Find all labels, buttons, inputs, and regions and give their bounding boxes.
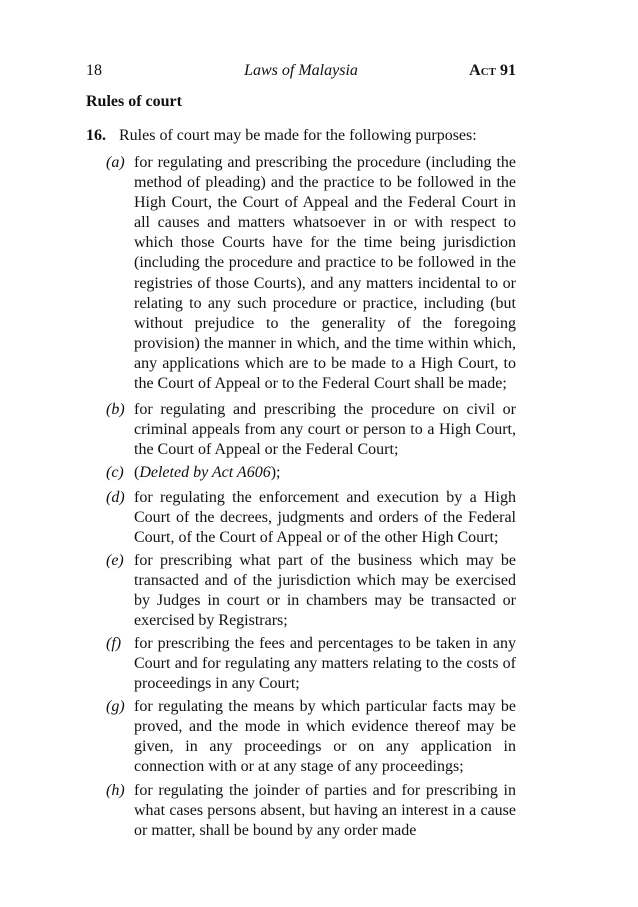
- paragraph-label: (h): [106, 782, 125, 799]
- section-number: 16.: [86, 127, 106, 144]
- page-number: 18: [86, 62, 102, 79]
- page-header: [86, 62, 516, 84]
- paragraph-label: (c): [106, 464, 124, 481]
- publication-title: Laws of Malaysia: [244, 62, 358, 79]
- paragraph-text: for regulating the joinder of parties and for prescribing in what cases persons absent, but having an interest in a cause or matter, shall be bound by any order made: [134, 782, 516, 840]
- paragraph-text: for regulating and prescribing the procedure (including the method of pleading) and the practice to be followed in the High Court, the Court of Appeal and the Federal Court in all causes and matters whatsoever in or with respect to which those Courts have for the time being jurisdiction (including the procedure and practice to be followed in the registries of those Courts), and any matters incidental to or relating to any such procedure or practice, including (but without prejudice to the generality of the foregoing provision) the manner in which, and the time within which, any applications which are to be made to a High Court, to the Court of Appeal or to the Federal Court shall be made;: [134, 154, 516, 393]
- paragraph-f: [106, 634, 516, 694]
- paragraph-d: [106, 488, 516, 548]
- paragraph-c: [106, 463, 516, 483]
- paragraph-text: [134, 463, 516, 483]
- paragraph-h: [106, 781, 516, 841]
- deleted-close: );: [270, 464, 281, 481]
- deleted-open: (: [134, 464, 140, 481]
- paragraph-text: for regulating and prescribing the procedure on civil or criminal appeals from any court or person to a High Court, the Court of Appeal or the Federal Court;: [134, 401, 516, 459]
- deleted-note: Deleted by Act A606: [139, 464, 271, 481]
- paragraph-label: (e): [106, 552, 124, 569]
- act-number: Act 91: [469, 62, 516, 79]
- paragraph-text: for regulating the means by which particular facts may be proved, and the mode in which evidence thereof may be given, in any proceedings or on any application in connection with or at any stage of any proceedings;: [134, 698, 516, 776]
- section-heading: Rules of court: [86, 93, 182, 110]
- paragraph-text: for prescribing what part of the business which may be transacted and of the jurisdiction which may be exercised by Judges in court or in chambers may be transacted or exercised by Registrars;: [134, 552, 516, 630]
- paragraph-label: (d): [106, 489, 125, 506]
- paragraph-label: (g): [106, 698, 125, 715]
- section-intro: [86, 127, 477, 145]
- paragraph-a: [106, 153, 516, 394]
- paragraph-text: for regulating the enforcement and execution by a High Court of the decrees, judgments and orders of the Federal Court, of the Court of Appeal or of the other High Court;: [134, 489, 516, 547]
- paragraph-label: (f): [106, 635, 122, 652]
- paragraph-label: (a): [106, 154, 125, 171]
- paragraph-e: [106, 551, 516, 631]
- section-lead-text: Rules of court may be made for the following purposes:: [119, 127, 477, 144]
- paragraph-b: [106, 400, 516, 460]
- paragraph-g: [106, 697, 516, 777]
- paragraph-label: (b): [106, 401, 125, 418]
- paragraph-text: for prescribing the fees and percentages to be taken in any Court and for regulating any matters relating to the costs of proceedings in any Court;: [134, 635, 516, 693]
